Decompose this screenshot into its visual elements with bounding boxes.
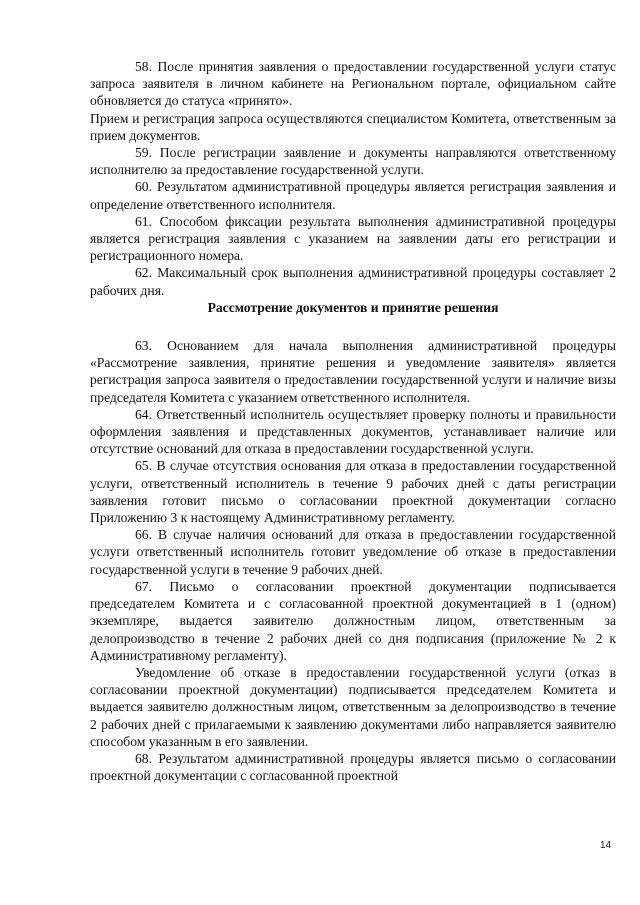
page-body (90, 58, 616, 784)
paragraph-refusal-notice: Уведомление об отказе в предоставлении государственной услуги (отказ в согласовании проектной документации) подписывается председателем Комитета и выдается заявителю должностным лицом, ответственным за делопроизводство в течение 2 рабочих дней с прилагаемыми к заявлению документами либо направляется заявителю способом указанным в его заявлении. (90, 664, 616, 749)
paragraphs-before-heading (90, 58, 616, 299)
paragraph-61: 61. Способом фиксации результата выполнения административной процедуры является регистрация заявления с указанием на заявлении даты его регистрации и регистрационного номера. (90, 213, 616, 264)
paragraph-59: 59. После регистрации заявление и документы направляются ответственному исполнителю за предоставление государственной услуги. (90, 145, 616, 178)
paragraph-58: 58. После принятия заявления о предоставлении государственной услуги статус запроса заявителя в личном кабинете на Региональном портале, официальном сайте обновляется до статуса «принято». (90, 59, 616, 109)
paragraphs-after-heading (90, 337, 616, 784)
page-number: 14 (600, 840, 612, 851)
paragraph-reception: Прием и регистрация запроса осуществляются специалистом Комитета, ответственным за прием документов. (90, 110, 616, 143)
paragraph-68: 68. Результатом административной процедуры является письмо о согласовании проектной документации с согласованной проектной (90, 750, 616, 784)
section-heading: Рассмотрение документов и принятие решения (207, 299, 499, 315)
paragraph-67: 67. Письмо о согласовании проектной документации подписывается председателем Комитета и с согласованной проектной документацией в 1 (одном) экземпляре, выдается заявителю должностным лицом, ответственным за делопроизводство в течение 2 рабочих дней со дня подписания (приложение № 2 к Административному регламенту). (90, 578, 616, 663)
paragraph-63: 63. Основанием для начала выполнения административной процедуры «Рассмотрение заявления, принятие решения и уведомление заявителя» является регистрация запроса заявителя о предоставлении государственной услуги и наличие визы председателя Комитета с указанием ответственного исполнителя. (90, 338, 616, 405)
paragraph-64: 64. Ответственный исполнитель осуществляет проверку полноты и правильности оформления заявления и представленных документов, устанавливает наличие или отсутствие оснований для отказа в предоставлении государственной услуги. (90, 406, 616, 457)
paragraph-66: 66. В случае наличия оснований для отказа в предоставлении государственной услуги ответственный исполнитель готовит уведомление об отказе в предоставлении государственной услуги в течение 9 рабочих дней. (90, 527, 616, 577)
paragraph-65: 65. В случае отсутствия основания для отказа в предоставлении государственной услуги, ответственный исполнитель в течение 9 рабочих дней с даты регистрации заявления готовит письмо о согласовании проектной документации согласно Приложению 3 к настоящему Административному регламенту. (90, 458, 616, 526)
paragraph-62: 62. Максимальный срок выполнения административной процедуры составляет 2 рабочих дня. (90, 265, 616, 298)
paragraph-60: 60. Результатом административной процедуры является регистрация заявления и определение ответственного исполнителя. (90, 179, 616, 212)
